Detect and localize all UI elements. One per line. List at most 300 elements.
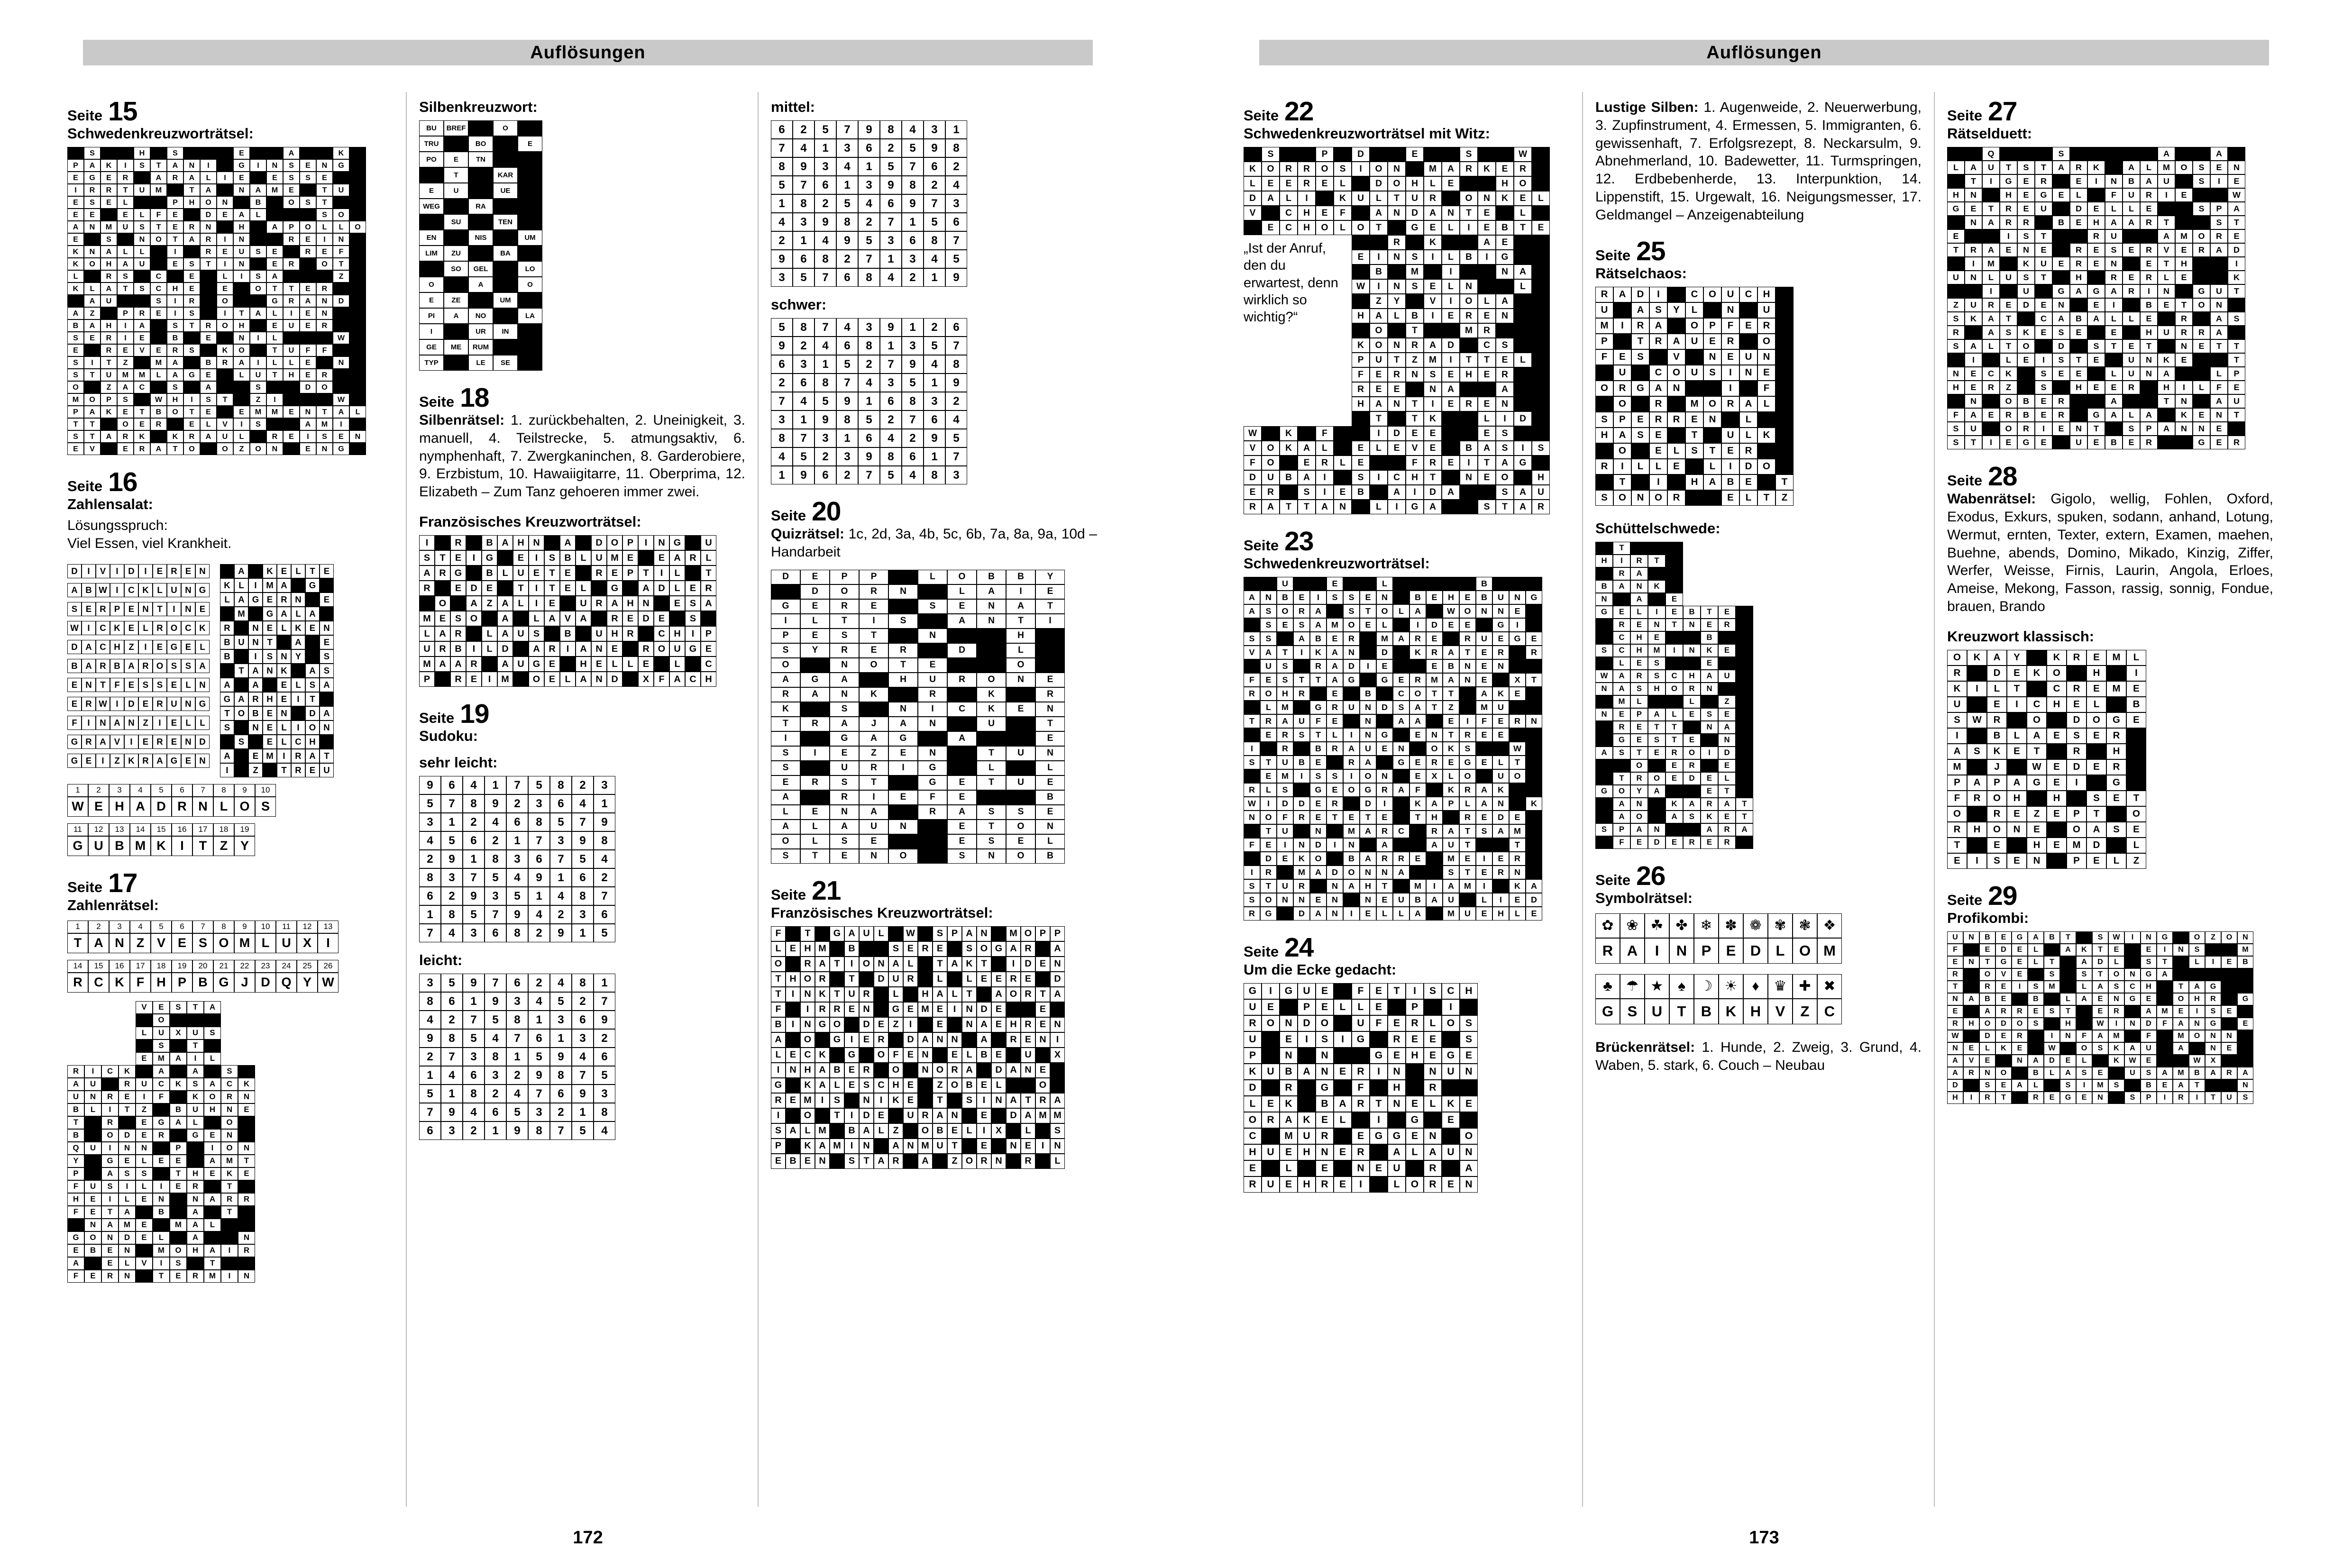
seite-label: Seite xyxy=(67,878,103,895)
grid-cell: R xyxy=(1277,728,1293,742)
grid-cell: E xyxy=(435,611,450,626)
grid-cell: H xyxy=(2007,791,2027,806)
grid-cell: E xyxy=(1478,397,1496,411)
section-heading xyxy=(1595,238,1922,264)
grid-cell: U xyxy=(844,987,859,1002)
grid-cell: E xyxy=(844,1002,859,1017)
grid-cell xyxy=(1965,326,1982,339)
grid-cell xyxy=(859,941,874,957)
section-title: Silbenkreuzwort: xyxy=(419,99,538,115)
grid-cell: L xyxy=(277,720,291,735)
grid-cell: 3 xyxy=(419,974,441,992)
grid-cell: A xyxy=(187,1219,204,1231)
grid-cell: O xyxy=(1613,396,1631,412)
grid-cell: R xyxy=(1406,338,1424,353)
grid-cell xyxy=(1492,742,1509,756)
grid-cell: G xyxy=(1244,983,1262,999)
grid-cell: L xyxy=(903,957,918,972)
grid-cell: A xyxy=(933,1108,947,1123)
grid-cell: E xyxy=(1442,1112,1460,1128)
grid-cell: N xyxy=(1035,1032,1050,1048)
grid-cell xyxy=(1613,302,1631,318)
grid-cell: 9 xyxy=(419,776,441,794)
number-cell: 15 xyxy=(151,823,172,836)
grid-cell: S xyxy=(117,393,134,406)
grid-cell: 9 xyxy=(924,139,945,157)
grid-cell: L xyxy=(962,1048,977,1063)
grid-cell: F xyxy=(1352,1080,1370,1096)
grid-cell: A xyxy=(96,735,110,749)
grid-cell: E xyxy=(844,1078,859,1093)
grid-cell: O xyxy=(1649,490,1667,506)
grid-cell: U xyxy=(1613,365,1631,381)
grid-cell: R xyxy=(1595,459,1613,474)
grid-cell: N xyxy=(654,535,669,550)
grid-cell: I xyxy=(82,564,96,578)
grid-cell: S xyxy=(2035,381,2052,394)
grid-cell: 2 xyxy=(771,231,793,250)
grid-cell: I xyxy=(888,761,918,775)
grid-cell: F xyxy=(918,790,947,805)
grid-cell: 5 xyxy=(572,1121,594,1140)
grid-cell: R xyxy=(1667,490,1685,506)
grid-cell: 9 xyxy=(793,466,815,484)
grid-cell: I xyxy=(204,1142,221,1155)
grid-cell: 3 xyxy=(836,447,858,466)
grid-cell: O xyxy=(2000,422,2017,436)
grid-cell: S xyxy=(1703,365,1721,381)
grid-cell: E xyxy=(204,1129,221,1142)
grid-cell: A xyxy=(250,184,266,196)
grid-cell: Z xyxy=(888,1123,903,1139)
grid-cell xyxy=(150,246,167,258)
grid-cell: E xyxy=(2087,257,2105,271)
quizraetsel-solution xyxy=(771,525,1097,561)
grid-cell: W xyxy=(1244,797,1260,811)
grid-cell: S xyxy=(888,614,918,629)
grid-cell xyxy=(419,167,444,183)
grid-cell: H xyxy=(1352,309,1370,323)
grid-cell: 5 xyxy=(419,794,441,813)
grid-cell xyxy=(1947,174,1965,188)
grid-cell: N xyxy=(238,1270,255,1283)
grid-cell xyxy=(84,1257,101,1270)
grid-cell: R xyxy=(316,319,333,332)
grid-cell: 5 xyxy=(902,139,924,157)
grid-cell: E xyxy=(2106,791,2126,806)
grid-cell: A xyxy=(1426,893,1443,907)
grid-cell: P xyxy=(1613,412,1631,428)
grid-cell: R xyxy=(1718,619,1736,631)
grid-cell: N xyxy=(2140,367,2158,381)
grid-cell: N xyxy=(2228,161,2245,174)
grid-cell: 2 xyxy=(572,992,594,1011)
grid-cell: O xyxy=(654,641,669,656)
grid-cell xyxy=(2126,744,2146,759)
grid-cell: O xyxy=(2126,806,2146,822)
grid-cell: 2 xyxy=(485,831,506,850)
grid-cell xyxy=(2158,408,2175,422)
grid-cell xyxy=(300,270,316,283)
grid-cell: O xyxy=(1987,822,2007,838)
grid-cell: E xyxy=(2087,728,2106,744)
grid-cell: L xyxy=(2108,956,2124,968)
grid-cell: D xyxy=(2087,838,2106,853)
grid-cell xyxy=(518,355,542,371)
grid-cell: E xyxy=(1478,470,1496,485)
grid-cell: N xyxy=(263,664,277,678)
grid-cell: A xyxy=(1409,604,1426,618)
grid-cell xyxy=(204,1039,221,1052)
grid-cell: L xyxy=(1442,250,1460,264)
grid-cell: 1 xyxy=(815,355,836,374)
grid-cell: E xyxy=(1648,747,1666,759)
grid-cell xyxy=(2070,408,2087,422)
grid-cell xyxy=(1492,577,1509,591)
grid-cell: A xyxy=(701,596,716,611)
seite-number: 24 xyxy=(1284,932,1314,963)
grid-cell: ZE xyxy=(444,292,468,308)
grid-cell: G xyxy=(2237,993,2253,1005)
grid-cell: G xyxy=(187,1129,204,1142)
grid-cell: N xyxy=(638,596,654,611)
grid-cell: H xyxy=(1406,176,1424,191)
grid-cell: M xyxy=(497,672,513,687)
grid-cell xyxy=(1370,235,1388,250)
grid-cell: K xyxy=(2108,1042,2124,1055)
letter-cell: C xyxy=(88,973,109,993)
grid-cell xyxy=(888,1032,903,1048)
grid-cell: K xyxy=(977,687,1006,702)
grid-cell: G xyxy=(2052,284,2070,298)
grid-cell xyxy=(977,987,991,1002)
grid-cell: M xyxy=(67,393,84,406)
grid-cell: I xyxy=(1334,1031,1352,1048)
grid-cell: A xyxy=(1327,673,1343,687)
grid-cell xyxy=(1982,422,2000,436)
grid-cell: S xyxy=(1334,162,1352,176)
grid-cell: R xyxy=(101,344,117,356)
grid-cell: S xyxy=(1352,470,1370,485)
grid-cell: A xyxy=(2052,161,2070,174)
grid-cell xyxy=(493,230,518,246)
grid-cell: F xyxy=(153,1091,170,1103)
grid-cell xyxy=(234,649,248,664)
section-title: Zahlenrätsel: xyxy=(67,896,159,913)
grid-cell xyxy=(1514,382,1532,397)
grid-cell: I xyxy=(1721,459,1739,474)
grid-cell: E xyxy=(1459,852,1476,866)
grid-cell: E xyxy=(1509,687,1526,701)
grid-cell: E xyxy=(181,640,195,654)
grid-cell: A xyxy=(220,749,234,763)
grid-cell xyxy=(136,1244,153,1257)
grid-cell: D xyxy=(1277,797,1293,811)
grid-cell: M xyxy=(1476,701,1492,714)
grid-cell xyxy=(1334,367,1352,382)
grid-cell: 4 xyxy=(945,410,967,429)
grid-cell: R xyxy=(450,535,466,550)
grid-cell: A xyxy=(2210,394,2228,408)
grid-cell: E xyxy=(800,805,830,820)
grid-cell: M xyxy=(117,369,134,381)
grid-cell: A xyxy=(1613,580,1630,593)
grid-cell: D xyxy=(2017,298,2035,312)
grid-cell xyxy=(482,611,497,626)
grid-cell: S xyxy=(136,1167,153,1180)
grid-cell: R xyxy=(183,430,200,443)
grid-cell xyxy=(1006,717,1035,731)
grid-cell: I xyxy=(1409,618,1426,632)
grid-cell xyxy=(1370,1031,1388,1048)
grid-cell: O xyxy=(2221,931,2237,944)
grid-cell: U xyxy=(1685,334,1703,349)
grid-cell: M xyxy=(815,1123,830,1139)
grid-cell: E xyxy=(1388,441,1406,456)
grid-cell: S xyxy=(888,941,903,957)
grid-cell: N xyxy=(238,1231,255,1244)
grid-cell: E xyxy=(263,706,277,720)
section-title: Um die Ecke gedacht: xyxy=(1244,961,1397,978)
grid-cell: L xyxy=(2210,367,2228,381)
grid-cell: D xyxy=(1376,701,1393,714)
grid-cell: D xyxy=(1050,972,1065,987)
grid-cell: 9 xyxy=(945,268,967,287)
grid-cell: D xyxy=(497,641,513,656)
grid-cell: A xyxy=(67,1257,84,1270)
grid-cell: E xyxy=(2087,353,2105,367)
grid-cell: R xyxy=(2205,993,2221,1005)
section-title: Rätselchaos: xyxy=(1595,264,1687,282)
grid-cell: I xyxy=(918,702,947,717)
grid-cell xyxy=(1736,759,1753,772)
grid-cell: E xyxy=(2175,188,2193,202)
grid-cell: S xyxy=(1260,632,1277,646)
grid-cell xyxy=(1327,756,1343,769)
grid-cell xyxy=(1526,618,1542,632)
grid-cell: I xyxy=(1965,257,1982,271)
grid-cell: I xyxy=(786,987,800,1002)
grid-cell: T xyxy=(2228,284,2245,298)
grid-cell: E xyxy=(2123,243,2140,257)
grid-cell: L xyxy=(800,614,830,629)
grid-cell xyxy=(1370,1144,1388,1160)
grid-cell: N xyxy=(1963,956,1979,968)
grid-cell: L xyxy=(291,607,305,621)
grid-cell: H xyxy=(187,1244,204,1257)
number-cell: 20 xyxy=(192,960,213,973)
grid-cell xyxy=(250,233,266,246)
grid-cell: 1 xyxy=(771,466,793,484)
grid-cell: S xyxy=(1595,490,1613,506)
grid-cell: E xyxy=(903,1002,918,1017)
grid-cell: 7 xyxy=(836,120,858,139)
grid-cell: K xyxy=(291,621,305,635)
grid-cell: S xyxy=(117,270,134,283)
grid-cell xyxy=(1262,1080,1280,1096)
grid-cell: E xyxy=(1424,1031,1442,1048)
section-seite-25 xyxy=(1595,238,1922,506)
grid-cell: N xyxy=(1360,866,1376,879)
grid-cell: N xyxy=(333,233,349,246)
grid-cell: O xyxy=(1979,1018,1995,1030)
grid-cell xyxy=(150,319,167,332)
grid-cell xyxy=(320,735,334,749)
grid-cell: 7 xyxy=(771,139,793,157)
grid-cell: S xyxy=(933,926,947,941)
letter-cell: V xyxy=(1768,999,1793,1024)
grid-cell: A xyxy=(277,578,291,593)
grid-cell: A xyxy=(283,147,300,159)
grid-cell: E xyxy=(1965,367,1982,381)
grid-cell: J xyxy=(859,717,888,731)
grid-cell: F xyxy=(1947,408,1965,422)
grid-cell xyxy=(1293,577,1310,591)
grid-cell xyxy=(300,332,316,344)
grid-cell: R xyxy=(220,621,234,635)
grid-cell: O xyxy=(493,120,518,136)
grid-cell: O xyxy=(1613,443,1631,459)
grid-cell: K xyxy=(1509,879,1526,893)
grid-cell xyxy=(248,735,263,749)
grid-cell: 5 xyxy=(572,850,594,868)
grid-cell: E xyxy=(1460,1048,1478,1064)
grid-cell: N xyxy=(1006,1139,1021,1154)
grid-cell xyxy=(1442,1160,1460,1176)
grid-cell: E xyxy=(2076,1092,2092,1104)
grid-cell: G xyxy=(771,599,800,614)
grid-cell: A xyxy=(1393,866,1409,879)
grid-cell: C xyxy=(2124,981,2141,993)
grid-cell: O xyxy=(1442,1015,1460,1031)
grid-cell: E xyxy=(2067,697,2087,712)
grid-cell: I xyxy=(1613,459,1631,474)
grid-cell xyxy=(2193,353,2210,367)
grid-cell: N xyxy=(2124,968,2141,981)
grid-cell: E xyxy=(1424,1048,1442,1064)
grid-cell: T xyxy=(316,184,333,196)
grid-cell: O xyxy=(1757,459,1775,474)
grid-cell: N xyxy=(1343,838,1360,852)
grid-cell: Z xyxy=(110,754,124,768)
grid-cell xyxy=(468,183,493,199)
grid-cell xyxy=(101,1052,119,1065)
grid-cell: L xyxy=(1370,500,1388,514)
grid-cell: E xyxy=(1987,697,2007,712)
grid-cell: E xyxy=(1496,353,1514,367)
grid-cell xyxy=(518,152,542,167)
grid-cell: H xyxy=(2175,257,2193,271)
grid-cell xyxy=(183,246,200,258)
grid-cell xyxy=(1532,338,1550,353)
grid-cell: T xyxy=(1388,353,1406,367)
grid-cell: K xyxy=(962,957,977,972)
grid-cell: T xyxy=(1666,721,1683,734)
grid-cell: PO xyxy=(419,152,444,167)
grid-cell: L xyxy=(1478,411,1496,426)
grid-cell: T xyxy=(167,233,183,246)
grid-cell: T xyxy=(2007,681,2027,697)
grid-cell: I xyxy=(217,258,233,270)
section-sudoku-mittel-schwer xyxy=(771,99,1097,484)
grid-cell: S xyxy=(2123,422,2140,436)
grid-cell: N xyxy=(1595,708,1613,721)
grid-cell: G xyxy=(482,550,497,565)
grid-cell xyxy=(1613,593,1630,606)
grid-cell: R xyxy=(221,1091,238,1103)
letter-cell: K xyxy=(151,836,172,856)
grid-cell: I xyxy=(482,672,497,687)
grid-cell: T xyxy=(859,629,888,643)
grid-cell xyxy=(1406,382,1424,397)
grid-cell xyxy=(1442,191,1460,206)
grid-cell: 8 xyxy=(836,213,858,231)
grid-cell: M xyxy=(119,1219,136,1231)
grid-cell: W xyxy=(150,393,167,406)
grid-cell: N xyxy=(2124,1018,2141,1030)
grid-cell: 5 xyxy=(836,355,858,374)
grid-cell: L xyxy=(291,678,305,692)
grid-cell: O xyxy=(933,1063,947,1078)
grid-cell: A xyxy=(638,581,654,596)
grid-cell: U xyxy=(1244,999,1262,1015)
grid-cell xyxy=(266,418,283,430)
grid-cell: E xyxy=(1310,756,1327,769)
grid-cell: E xyxy=(1424,426,1442,441)
grid-cell: R xyxy=(2000,202,2017,216)
grid-cell xyxy=(1442,470,1460,485)
seite-label: Seite xyxy=(1595,246,1631,264)
grid-cell: 9 xyxy=(419,1029,441,1048)
grid-cell xyxy=(1280,147,1298,162)
grid-cell: E xyxy=(1532,220,1550,235)
grid-cell: L xyxy=(1947,161,1965,174)
grid-cell: TRU xyxy=(419,136,444,152)
grid-cell: T xyxy=(513,581,529,596)
grid-cell: S xyxy=(962,941,977,957)
grid-cell: E xyxy=(1035,673,1065,687)
grid-cell xyxy=(669,611,685,626)
grid-cell: 1 xyxy=(815,139,836,157)
grid-cell xyxy=(170,1129,187,1142)
section-title: Rätselduett: xyxy=(1947,125,2032,142)
seite-label: Seite xyxy=(771,507,806,524)
grid-cell: M xyxy=(1006,926,1021,941)
grid-cell: B xyxy=(560,550,576,565)
grid-cell: A xyxy=(1982,243,2000,257)
grid-cell: I xyxy=(1982,174,2000,188)
grid-cell: A xyxy=(233,209,250,221)
grid-cell xyxy=(518,199,542,214)
grid-cell: E xyxy=(2017,202,2035,216)
grid-cell: N xyxy=(1327,893,1343,907)
grid-cell: E xyxy=(2047,728,2067,744)
grid-cell: 3 xyxy=(771,410,793,429)
grid-cell xyxy=(1406,1080,1424,1096)
grid-cell: U xyxy=(1262,1064,1280,1080)
grid-cell xyxy=(1409,866,1426,879)
grid-cell xyxy=(2123,394,2140,408)
grid-cell: I xyxy=(815,1093,830,1108)
grid-cell: B xyxy=(2017,394,2035,408)
grid-cell xyxy=(1388,147,1406,162)
grid-cell: A xyxy=(84,319,101,332)
grid-cell: S xyxy=(84,196,101,209)
grid-cell: 9 xyxy=(550,924,572,942)
grid-cell: E xyxy=(305,763,320,777)
grid-cell: I xyxy=(1721,365,1739,381)
grid-cell: E xyxy=(2087,650,2106,665)
